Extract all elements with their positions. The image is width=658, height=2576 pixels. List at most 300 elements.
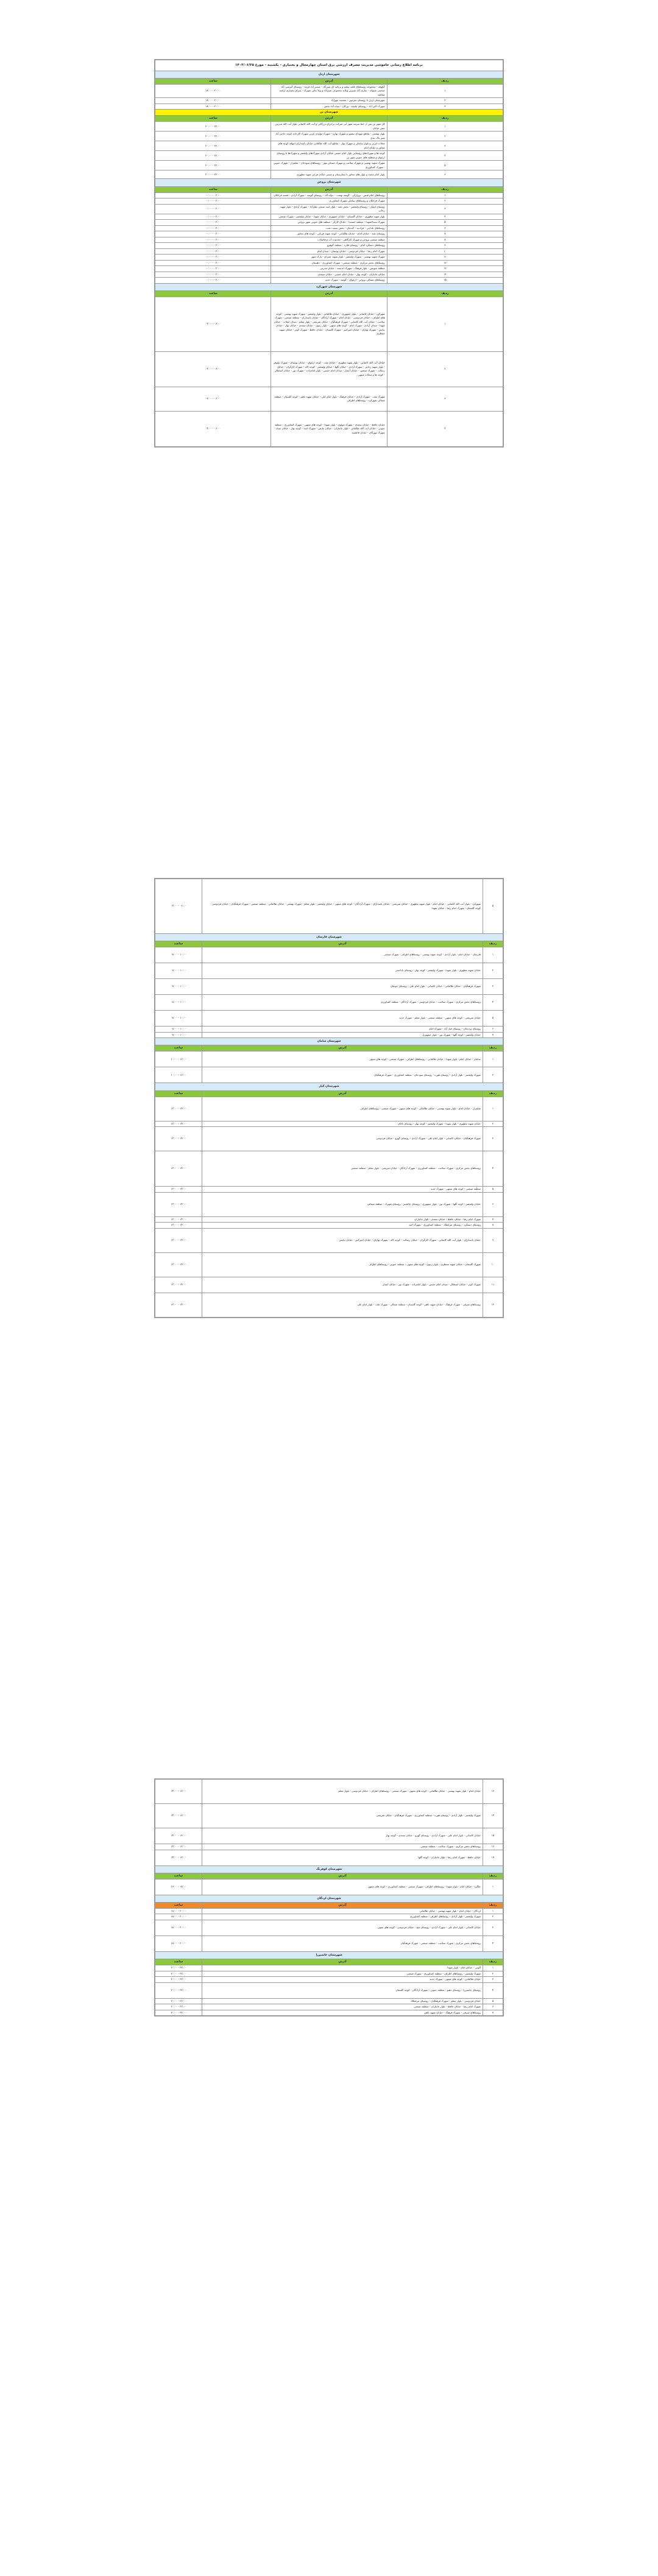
row-time: ۲۰:۰۰ - ۲۲:۰۰ (155, 151, 271, 161)
time-header: ساعت (155, 1959, 202, 1965)
row-address: لردگان - خیابان امام - بلوار شهید بهشتی - خیابان طالقانی (202, 1908, 483, 1914)
row-number: ۶ (387, 225, 503, 231)
row-number: ۳ (483, 1920, 503, 1936)
row-number: ۵ (387, 220, 503, 226)
table-row (155, 1223, 503, 1229)
table-row (155, 947, 503, 963)
row-header: ردیف (483, 1959, 503, 1965)
row-time: ۰۰:۰۰ - ۰۲:۰۰ (155, 204, 271, 214)
row-address: روستاهای شمالی بروجن - ارغوان - گوشه - شهرک جدید (271, 278, 387, 284)
row-header: ردیف (387, 290, 503, 297)
row-number: ۳ (483, 979, 503, 995)
row-time: ۱۸:۰۰ - ۲۰:۰۰ (155, 104, 271, 110)
row-header: ردیف (483, 1090, 503, 1097)
address-header: آدرس (202, 941, 483, 947)
county-header-row (155, 1895, 503, 1902)
row-address: شهرک فرهنگیان - خیابان طالقانی - خیابان کاشانی - بلوار امام علی - روستای جونقان (202, 979, 483, 995)
row-number: ۳ (483, 1977, 503, 1983)
row-address: شهرک ولیعصر - بلوار آزادی - روستای هوره - روستای سودجان - منطقه کشاورزی - شهرک فرهنگیان (202, 1067, 483, 1083)
table-row (155, 1977, 503, 1983)
row-time: ۲۰:۰۰ - ۲۲:۰۰ (155, 161, 271, 170)
row-address: خیابان حافظ - خیابان سعدی - شهرک مولوی - بلوار شهدا - کوچه های منتهی - شهرک کشاورزی - منطقه جنوبی - خیابان آیت الله طالقانی - بلوار جانبازان - خیابان نیایش - شهرک امید - کوچه بهار - خیابان سپاه - شهرک مهرگان - خیابان فاطمیه (271, 411, 387, 446)
table-row (155, 278, 503, 284)
table-row (155, 1011, 503, 1027)
table-row (155, 170, 503, 179)
row-time: ۰۰:۰۰ - ۰۲:۰۰ (155, 243, 271, 249)
row-address: خیابان جانبازان - کوچه بهار - خیابان امام خمینی - خیابان سعدی (271, 272, 387, 278)
row-number: ۷ (483, 1032, 503, 1038)
row-address: شهرک ملت - شهرک آزادی - خیابان فرهنگ - بلوار امام علی - خیابان شهید باهنر - کوچه گلستان - منطقه شمالی شهرکرد - روستاهای اطراف (271, 387, 387, 411)
row-address: محلات غربی و بلوار ساحلی و شهرک بهار - تقاطع آیت الله طالقانی خیابان پاسداران انتهای کوچه های مجاور و خیابان امام (271, 141, 387, 151)
outage-table-1 (155, 60, 503, 447)
row-time: ۰۸:۰۰ - ۱۰:۰۰ (155, 1027, 202, 1033)
row-time: ۰۸:۰۰ - ۱۰:۰۰ (155, 947, 202, 963)
row-address: روستای خانمیرزا - روستای دهنو - منطقه جنوبی - شهرک آزادگان - کوچه گلستان (202, 1982, 483, 1998)
row-address: شهرک ولیعصر - بلوار آزادی - روستاهای اطراف - منطقه کشاورزی (202, 1914, 483, 1920)
row-time: ۱۸:۰۰ - ۲۰:۰۰ (155, 1908, 202, 1914)
table-row (155, 254, 503, 261)
row-address: منطقه صنعتی - کوچه های منتهی - شهرک جدید (202, 1187, 483, 1193)
table-row (155, 1879, 503, 1895)
row-number: ۱۵ (387, 278, 503, 284)
table-row (155, 151, 503, 161)
row-number: ۴ (387, 151, 503, 161)
document-page-1 (154, 59, 504, 447)
row-number: ۱ (387, 122, 503, 132)
row-number: ۱۵ (483, 1828, 503, 1844)
table-row (155, 1965, 503, 1971)
row-time: ۱۶:۰۰ - ۱۸:۰۰ (155, 1879, 202, 1895)
table-row (155, 1097, 503, 1121)
row-number: ۶ (387, 170, 503, 179)
row-time: ۰۰:۰۰ - ۰۲:۰۰ (155, 266, 271, 272)
address-header: آدرس (202, 1902, 483, 1908)
row-number: ۵ (483, 1998, 503, 2004)
row-address: شهرک ولیعصر - روستاهای اطراف - منطقه کشاورزی - شهرک صنعتی (202, 1971, 483, 1977)
row-number: ۶ (483, 1192, 503, 1216)
row-time: ۱۲:۰۰ - ۱۴:۰۰ (155, 1293, 202, 1317)
row-number: ۱۴ (387, 272, 503, 278)
column-header-row (155, 1045, 503, 1051)
row-number: ۳ (483, 1127, 503, 1151)
county-header-row (155, 71, 503, 78)
table-row (155, 387, 503, 411)
row-address: منطقه صنعتی بروجن و شهرک کارگاهی - محدوده آب و فاضلاب (271, 237, 387, 243)
row-time: ۰۴:۰۰ - ۰۶:۰۰ (155, 411, 271, 446)
row-number: ۷ (483, 2010, 503, 2016)
row-time: ۲۰:۰۰ - ۲۲:۰۰ (155, 141, 271, 151)
row-number: ۴ (483, 995, 503, 1011)
row-address: روستاهای بلداجی - فرادنبه - گندمان - بخش سفید دشت (271, 225, 387, 231)
row-address: خیابان آیت الله کاشانی - بلوار شهید مطهری - خیابان ملت - کوچه ارغوان - خیابان بوستان - شهرک نیلوفر - بلوار شهید رجایی - شهرک آزادی - خیابان گلها - خیابان ولیعصر - کوچه لاله - شهرک کارگران - خیابان رسالت - شهرک صنعتی - خیابان آبشار - میدان امام حسین - بلوار امامزاده - شهرک نور - خیابان استقلال - کوچه ها و محلات منتهی (271, 351, 387, 387)
row-address: خیابان ولیعصر - کوچه گلها - شهرک نور - بلوار جمهوری - روستای چالشتر - روستای شهرک - منطقه شمالی (202, 1192, 483, 1216)
row-time: ۱۲:۰۰ - ۱۴:۰۰ (155, 1277, 202, 1293)
row-number: ۷ (483, 1216, 503, 1223)
row-address: روستای دستگرد - روستای مرغملک - منطقه کشاورزی - شهرک امید (202, 1223, 483, 1229)
column-header-row (155, 186, 503, 192)
row-time: ۱۸:۰۰ - ۲۰:۰۰ (155, 1936, 202, 1951)
row-time: ۰۸:۰۰ - ۱۰:۰۰ (155, 1011, 202, 1027)
table-row (155, 1252, 503, 1277)
row-time: ۰۰:۰۰ - ۰۲:۰۰ (155, 248, 271, 254)
time-header: ساعت (155, 1090, 202, 1097)
table-row (155, 161, 503, 170)
row-address: کوچه ها و شهرک‌های روستایی بلوار امام خمینی خیابان آزادی شهرک‌های ولیعصر و شهرک‌ها تا روستای ارغوان و منطقه های جنوبی شهر بن (271, 151, 387, 161)
row-number: ۲ (483, 963, 503, 979)
row-header: ردیف (387, 78, 503, 84)
row-number: ۲ (387, 351, 503, 387)
county-header-row (155, 1865, 503, 1873)
row-address: خیابان شریعتی - کوچه های منتهی - منطقه صنعتی - بلوار معلم - شهرک جدید (202, 1011, 483, 1027)
table-row (155, 879, 503, 934)
column-header-row (155, 78, 503, 84)
row-address: شهرک اکبر آباد - روستای چلیچه - ورکان - سیاه آباد بخش (271, 104, 387, 110)
table-row (155, 1971, 503, 1977)
county-header-row (155, 283, 503, 290)
table-row (155, 1192, 503, 1216)
column-header-row (155, 1959, 503, 1965)
table-row (155, 297, 503, 351)
table-row (155, 237, 503, 243)
row-time: ۱۴:۰۰ - ۱۶:۰۰ (155, 1828, 202, 1844)
row-header: ردیف (387, 186, 503, 192)
row-number: ۱۶ (483, 1844, 503, 1850)
table-row (155, 2010, 503, 2016)
row-number: ۱ (483, 947, 503, 963)
table-row (155, 1998, 503, 2004)
row-time: ۱۰:۰۰ - ۱۲:۰۰ (155, 1051, 202, 1067)
time-header: ساعت (155, 1902, 202, 1908)
row-number: ۴ (387, 411, 503, 446)
row-number: ۱ (387, 192, 503, 198)
row-time: ۰۰:۰۰ - ۰۲:۰۰ (155, 220, 271, 226)
row-time: ۰۰:۰۰ - ۰۲:۰۰ (155, 272, 271, 278)
row-time: ۱۲:۰۰ - ۱۴:۰۰ (155, 1151, 202, 1187)
row-time: ۰۰:۰۰ - ۰۲:۰۰ (155, 237, 271, 243)
row-time: ۱۴:۰۰ - ۱۶:۰۰ (155, 1804, 202, 1828)
table-row (155, 204, 503, 214)
row-time: ۲۰:۰۰ - ۲۲:۰۰ (155, 1982, 202, 1998)
row-time: ۰۴:۰۰ - ۰۶:۰۰ (155, 387, 271, 411)
time-header: ساعت (155, 186, 271, 192)
row-number: ۳ (387, 104, 503, 110)
county-name: شهرستان بن (155, 110, 503, 116)
row-time: ۱۲:۰۰ - ۱۴:۰۰ (155, 1187, 202, 1193)
row-time: ۲۰:۰۰ - ۲۲:۰۰ (155, 170, 271, 179)
table-row (155, 1828, 503, 1844)
document-page-2 (154, 878, 504, 1318)
outage-table-2 (155, 879, 503, 1318)
row-number: ۱ (387, 84, 503, 98)
row-number: ۱۲ (387, 260, 503, 266)
table-row (155, 104, 503, 110)
row-number: ۲ (483, 1121, 503, 1127)
column-header-row (155, 1873, 503, 1879)
table-row (155, 141, 503, 151)
county-name: شهرستان کیار (155, 1083, 503, 1090)
table-row (155, 225, 503, 231)
row-time: ۲۰:۰۰ - ۲۲:۰۰ (155, 1998, 202, 2004)
row-address: خیابان شهید مطهری - بلوار شهدا - شهرک ولیعصر - کوچه بهار - روستای باباحیدر (202, 963, 483, 979)
table-row (155, 1914, 503, 1920)
row-address: بلوار امام محمد و بلوار های مجاور تا بیمارستان و مسیر خیابان فرعی شهید مطهری (271, 170, 387, 179)
row-time: ۰۸:۰۰ - ۱۰:۰۰ (155, 979, 202, 995)
outage-table-3 (155, 1779, 503, 2016)
row-number: ۳ (387, 387, 503, 411)
table-row (155, 248, 503, 254)
row-address: شهرکرد - بلوار آیت الله کاشانی - خیابان امام - بلوار شهید مطهری - خیابان شریعتی - خیابان پاسداران - شهرک آزادگان - کوچه های منتهی - خیابان ولیعصر - بلوار معلم - شهرک بهشتی - خیابان طالقانی - منطقه صنعتی - شهرک فرهنگیان - خیابان فردوسی - کوچه گلستان - شهرک امام رضا - خیابان شهدا (202, 879, 483, 934)
county-name: شهرستان کوهرنگ (155, 1865, 503, 1873)
address-header: آدرس (271, 290, 387, 297)
row-address: خیابان کاشانی - بلوار امام علی - شهرک آزادی - روستای گهرو - خیابان سعدی - کوچه بهار (202, 1828, 483, 1844)
table-row (155, 411, 503, 446)
table-row (155, 351, 503, 387)
row-time: ۲۰:۰۰ - ۲۲:۰۰ (155, 1965, 202, 1971)
table-row (155, 220, 503, 226)
row-number: ۷ (387, 231, 503, 237)
row-number: ۱۷ (483, 1850, 503, 1865)
row-number: ۴ (387, 214, 503, 220)
county-name: شهرستان اردل (155, 71, 503, 78)
table-row (155, 1844, 503, 1850)
table-row (155, 122, 503, 132)
row-number: ۲ (387, 98, 503, 104)
row-address: خیابان کاشانی - بلوار امام علی - شهرک آزادی - روستای منج - خیابان فردوسی - کوچه های منتهی (202, 1920, 483, 1936)
row-address: منطقه سوسن - بلوار فرهنگ - شهرک اندیشه - خیابان مدرس (271, 266, 387, 272)
row-address: شهرک فرانکان و روستاهای ساملی شهرک کشاورزی (271, 198, 387, 205)
row-number: ۹ (387, 243, 503, 249)
row-number: ۵ (483, 1187, 503, 1193)
row-header: ردیف (483, 941, 503, 947)
row-header: ردیف (483, 1045, 503, 1051)
row-time: ۰۰:۰۰ - ۰۲:۰۰ (155, 192, 271, 198)
table-row (155, 260, 503, 266)
row-address: خیابان پاسداران - بلوار آیت الله کاشانی - شهرک کارگران - خیابان رسالت - کوچه لاله - شهرک بهاران - خیابان امیرکبیر - خیابان نیایش (202, 1228, 483, 1252)
row-time: ۱۸:۰۰ - ۲۰:۰۰ (155, 84, 271, 98)
row-number: ۹ (483, 1228, 503, 1252)
row-address: خیابان حافظ - شهرک امام رضا - بلوار جانبازان - کوچه گلها (202, 1850, 483, 1865)
table-row (155, 1293, 503, 1317)
row-address: شهرک سیدالشهدا - منطقه اشمندا - خیابان کارگر - منطقه های جنوبی شهر بروجن (271, 220, 387, 226)
row-number: ۵ (483, 879, 503, 934)
table-row (155, 1032, 503, 1038)
row-number: ۵ (387, 161, 503, 170)
row-number: ۱ (483, 1051, 503, 1067)
row-time: ۱۲:۰۰ - ۱۴:۰۰ (155, 1121, 202, 1127)
row-time: ۰۸:۰۰ - ۱۰:۰۰ (155, 1032, 202, 1038)
row-number: ۳ (387, 141, 503, 151)
table-row (155, 1051, 503, 1067)
county-header-row (155, 179, 503, 186)
table-row (155, 979, 503, 995)
table-row (155, 1850, 503, 1865)
row-number: ۸ (387, 237, 503, 243)
county-header-row (155, 934, 503, 941)
address-header: آدرس (271, 78, 387, 84)
row-address: روستاهای شرقی - شهرک فرهنگ - خیابان شهید باهنر - کوچه گلستان - منطقه شمالی - شهرک ملت - بلوار امام علی (202, 1293, 483, 1317)
row-time: ۱۲:۰۰ - ۱۴:۰۰ (155, 1252, 202, 1277)
table-row (155, 1121, 503, 1127)
row-address: کل شهر بن پس از خط سرمه شهر آبی شرکت برادران بزرگانی و آیت الله کاشانی بلوار آیت الله مدرس نبش خیابان (271, 122, 387, 132)
row-time: ۱۸:۰۰ - ۲۰:۰۰ (155, 1914, 202, 1920)
row-time: ۰۸:۰۰ - ۱۰:۰۰ (155, 963, 202, 979)
time-header: ساعت (155, 1873, 202, 1879)
document-page-3 (154, 1778, 504, 2016)
row-time: ۱۸:۰۰ - ۲۰:۰۰ (155, 1920, 202, 1936)
row-number: ۱۰ (483, 1252, 503, 1277)
county-header-row (155, 1951, 503, 1959)
row-number: ۲ (483, 1971, 503, 1977)
time-header: ساعت (155, 1045, 202, 1051)
table-row (155, 1027, 503, 1033)
row-time: ۰۰:۰۰ - ۰۲:۰۰ (155, 254, 271, 261)
row-address: فارسان - خیابان امام - بلوار آزادی - کوچه شهید بهشتی - روستاهای اطراف - شهرک صنعتی (202, 947, 483, 963)
row-time: ۰۴:۰۰ - ۰۶:۰۰ (155, 879, 202, 934)
column-header-row (155, 1090, 503, 1097)
row-number: ۳ (387, 204, 503, 214)
row-address: روستاهای شرقی - شهرک فرهنگ - خیابان شهید باهنر (202, 2010, 483, 2016)
row-number: ۲ (483, 1914, 503, 1920)
row-number: ۱ (483, 1908, 503, 1914)
row-address: گیلوقه - مجموعه روستاهای قلعه سلیم و برنامه ای شیرآباد - مسیر آباد قرمه - روستای گبرسی آباد صحبتی شیوانه - ساری آباد شیرین ویلایه مجموعی شیرآباد و ویلا بنایی شهرک - سرای بختیاری ارامنه شاغلند (271, 84, 387, 98)
column-header-row (155, 1902, 503, 1908)
row-time: ۱۴:۰۰ - ۱۶:۰۰ (155, 1850, 202, 1865)
county-name: شهرستان فارسان (155, 934, 503, 941)
county-header-row (155, 110, 503, 116)
row-number: ۱ (483, 1097, 503, 1121)
table-row (155, 1127, 503, 1151)
county-name: شهرستان سامان (155, 1038, 503, 1045)
row-address: شهرک امام رضا - خیابان حافظ - خیابان سعدی - بلوار جانبازان (202, 1216, 483, 1223)
column-header-row (155, 941, 503, 947)
table-row (155, 198, 503, 205)
table-row (155, 1804, 503, 1828)
address-header: آدرس (271, 186, 387, 192)
row-address: شهرک امام رضا - خیابان حافظ - بلوار جانبازان - منطقه صنعتی (202, 2004, 483, 2010)
row-address: خیابان طالقانی - کوچه های منتهی - شهرک جدید (202, 1977, 483, 1983)
county-name: شهرستان خانمیرزا (155, 1951, 503, 1959)
row-time: ۰۰:۰۰ - ۰۲:۰۰ (155, 198, 271, 205)
row-address: شهرستان اردل تا روستای سرتیپی - نقشبند مهرآباد (271, 98, 387, 104)
county-name: شهرستان شهرکرد (155, 283, 503, 290)
row-address: روستای ایشار - روستای ولیعصر - بخش نقنه - بلوار اسد سنجی نظرآباد - شهرک آزادی - بلوار شهید رجایی (271, 204, 387, 214)
row-number: ۱۳ (387, 266, 503, 272)
row-number: ۶ (483, 1027, 503, 1033)
time-header: ساعت (155, 290, 271, 297)
row-time: ۲۰:۰۰ - ۲۲:۰۰ (155, 2010, 202, 2016)
table-row (155, 231, 503, 237)
row-address: خیابان امام - بلوار شهید بهشتی - خیابان طالقانی - کوچه های منتهی - شهرک صنعتی - روستاهای اطراف - خیابان فردوسی - بلوار معلم (202, 1780, 483, 1804)
table-row (155, 995, 503, 1011)
row-address: خیابان ولیعصر - کوچه گلها - شهرک نور - بلوار جمهوری (202, 1032, 483, 1038)
row-number: ۱ (483, 1879, 503, 1895)
row-time: ۰۰:۰۰ - ۰۲:۰۰ (155, 225, 271, 231)
row-time: ۱۲:۰۰ - ۱۴:۰۰ (155, 1228, 202, 1252)
row-time: ۰۰:۰۰ - ۰۲:۰۰ (155, 231, 271, 237)
table-row (155, 1216, 503, 1223)
table-row (155, 1151, 503, 1187)
table-row (155, 963, 503, 979)
column-header-row (155, 290, 503, 297)
county-name: شهرستان لردگان (155, 1895, 503, 1902)
row-header: ردیف (483, 1902, 503, 1908)
document-title-row (155, 60, 503, 71)
row-address: سامان - خیابان امام - بلوار شهدا - خیابان طالقانی - روستاهای اطراف - شهرک صنعتی - کوچه های منتهی (202, 1051, 483, 1067)
row-time: ۲۰:۰۰ - ۲۲:۰۰ (155, 1977, 202, 1983)
row-address: شهرک فرهنگیان - خیابان کاشانی - بلوار امام علی - شهرک آزادی - روستای گهرو - خیابان فردوسی (202, 1127, 483, 1151)
row-number: ۲ (387, 132, 503, 141)
row-address: شهرک شهید بهشتی و شهرک سلامت و شهرک مسکن مهر - روستاهای سودجان - شلمزار - شهرک جنوبی - شهرک کشاورزی (271, 161, 387, 170)
row-number: ۵ (483, 1011, 503, 1027)
row-number: ۱ (483, 1965, 503, 1971)
row-address: روستاهای بخش مرکزی - شهرک سلامت - منطقه صنعتی (202, 1844, 483, 1850)
address-header: آدرس (202, 1090, 483, 1097)
row-number: ۴ (483, 1936, 503, 1951)
row-header: ردیف (483, 1873, 503, 1879)
row-time: ۱۲:۰۰ - ۱۴:۰۰ (155, 1216, 202, 1223)
row-address: آلونی - خیابان امام - بلوار شهدا (202, 1965, 483, 1971)
row-address: شهرک کوثر - خیابان استقلال - میدان امام حسین - بلوار امامزاده - شهرک نور - خیابان آبشار (202, 1277, 483, 1293)
row-number: ۶ (483, 2004, 503, 2010)
table-row (155, 1780, 503, 1804)
row-address: شهرک امام رضا - خیابان فردوسی - خیابان بوستان - میدان امام (271, 248, 387, 254)
row-address: شلمزار - خیابان امام - بلوار شهید بهشتی - خیابان طالقانی - کوچه های منتهی - شهرک صنعتی - روستاهای اطراف (202, 1097, 483, 1121)
row-address: روستاهای دستگرد امام - روستای فلارد - منطقه گوهرو (271, 243, 387, 249)
table-row (155, 2004, 503, 2010)
row-time: ۱۴:۰۰ - ۱۶:۰۰ (155, 1780, 202, 1804)
row-address: شهرکرد - خیابان کاشانی - بلوار جمهوری - خیابان طالقانی - بلوار ولیعصر - شهرک شهید بهشتی - کوچه های اطراف - خیابان فردوسی - خیابان امام - شهرک آزادگان - خیابان پاسداران - منطقه صنعتی - شهرک سلامت - خیابان آیت الله کاشانی - شهرک فرهنگیان - خیابان شریعتی - بلوار معلم - میدان انقلاب - خیابان شهدا - میدان آزادی - شهرک امام - کوچه های منتهی - بلوار زیتون - خیابان سعدی - خیابان بهار - خیابان نیایش - شهرک بهاران - خیابان امیرکبیر - شهرک گلستان - خیابان حافظ - شهرک کوثر - خیابان شهید منتظری (271, 297, 387, 351)
row-number: ۸ (483, 1223, 503, 1229)
table-row (155, 1228, 503, 1252)
column-header-row (155, 116, 503, 122)
row-time: ۱۲:۰۰ - ۱۴:۰۰ (155, 1192, 202, 1216)
row-number: ۱۳ (483, 1780, 503, 1804)
county-header-row (155, 1038, 503, 1045)
row-time: ۱۲:۰۰ - ۱۴:۰۰ (155, 1223, 202, 1229)
row-time: ۱۸:۰۰ - ۲۰:۰۰ (155, 98, 271, 104)
table-row (155, 1277, 503, 1293)
row-time: ۲۰:۰۰ - ۲۲:۰۰ (155, 122, 271, 132)
row-time: ۲۰:۰۰ - ۲۲:۰۰ (155, 2004, 202, 2010)
row-address: روستاهای امام قیس - بروارگی - گوشه بهشت - دولت‌آباد - روستای گوسه - شهرک آزادی - قصبه فرانکان (271, 192, 387, 198)
row-address: خیابان شهید مطهری - بلوار شهدا - شهرک ولیعصر - کوچه بهار - روستای ناغان (202, 1121, 483, 1127)
row-time: ۱۴:۰۰ - ۱۶:۰۰ (155, 1844, 202, 1850)
table-row (155, 1920, 503, 1936)
row-number: ۱۰ (387, 248, 503, 254)
row-address: روستاهای بخش مرکزی - شهرک سلامت - خیابان فردوسی - شهرک آزادگان - منطقه کشاورزی (202, 995, 483, 1011)
row-address: شهرک گلستان - خیابان شهید منتظری - بلوار زیتون - کوچه های منتهی - منطقه جنوبی - روستاهای اطراف (202, 1252, 483, 1277)
time-header: ساعت (155, 116, 271, 122)
address-header: آدرس (202, 1873, 483, 1879)
time-header: ساعت (155, 78, 271, 84)
row-address: روستای نقنه - خیابان امام - خیابان طالقانی - کوچه شهید قربانی - کوچه های مجاور (271, 231, 387, 237)
row-address: بلوار بهشتی - تقاطع شهدای بیشتر و شهرک بهاره - شهرک تولیدی غربی شهرک کارخانه کوچه حاجی آباد شیر پاک بندی (271, 132, 387, 141)
row-address: روستاهای بخش مرکزی - شهرک سلامت - منطقه صنعتی - شهرک فرهنگیان (202, 1936, 483, 1951)
row-address: روستای پردنجان - روستای فیل آباد - شهرک امام (202, 1027, 483, 1033)
county-header-row (155, 1083, 503, 1090)
row-time: ۱۲:۰۰ - ۱۴:۰۰ (155, 1127, 202, 1151)
table-row (155, 192, 503, 198)
row-address: روستاهای بخش مرکزی - شهرک سلامت - منطقه کشاورزی - شهرک آزادگان - خیابان شریعتی - بلوار معلم - منطقه صنعتی (202, 1151, 483, 1187)
row-number: ۲ (483, 1067, 503, 1083)
table-row (155, 1936, 503, 1951)
row-address: شهرک ولیعصر - بلوار آزادی - روستای هوره - منطقه کشاورزی - شهرک فرهنگیان - خیابان شریعتی (202, 1804, 483, 1828)
table-row (155, 266, 503, 272)
row-time: ۲۰:۰۰ - ۲۲:۰۰ (155, 1971, 202, 1977)
county-name: شهرستان بروجن (155, 179, 503, 186)
row-number: ۱ (387, 297, 503, 351)
row-time: ۰۸:۰۰ - ۱۰:۰۰ (155, 995, 202, 1011)
